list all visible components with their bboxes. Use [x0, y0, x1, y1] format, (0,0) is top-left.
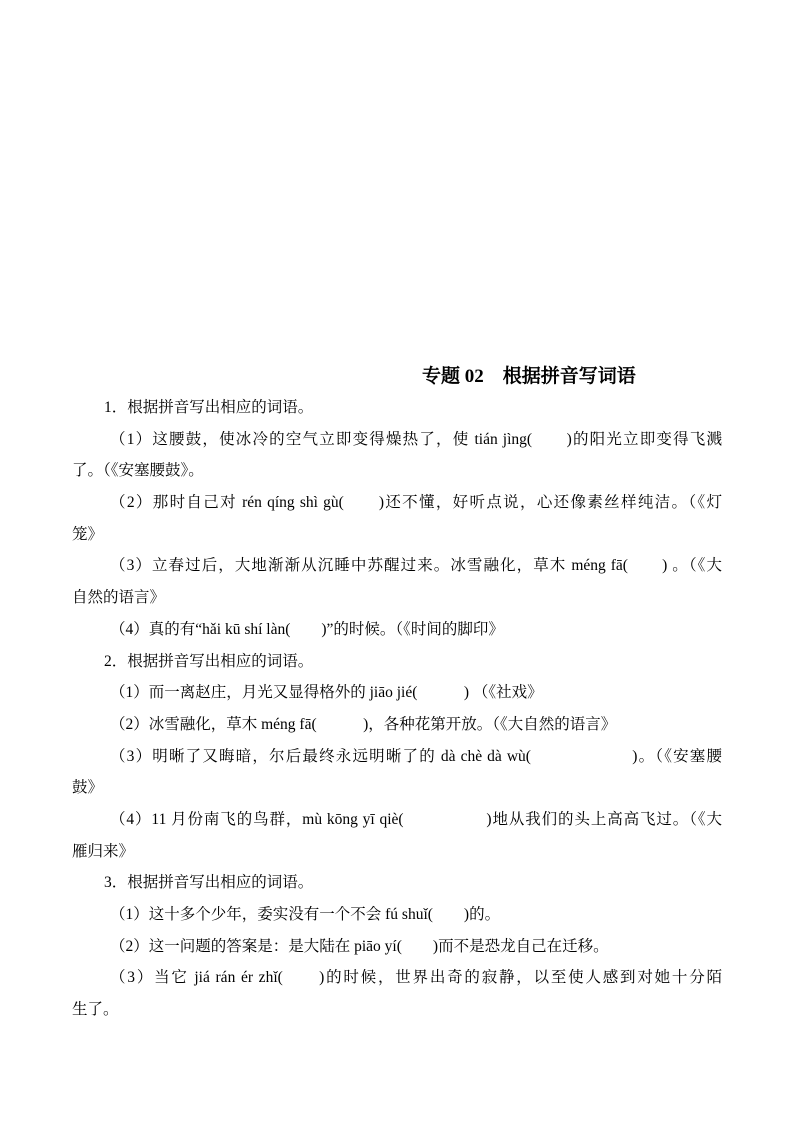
sub-question-line-continued: 笼》 [72, 525, 104, 543]
sub-question-2-1 [72, 677, 722, 709]
sub-question-line-continued: 了。（《安塞腰鼓》。 [72, 462, 204, 480]
sub-question-1-3 [72, 550, 722, 613]
question-heading: 1．根据拼音写出相应的词语。 [104, 399, 314, 416]
sub-question-line: （2）那时自己对 rén qíng shì gù( )还不懂，好听点说，心还像素丝样纯洁。（《灯 [110, 494, 722, 512]
question-3 [72, 867, 722, 1025]
sub-question-line: （1）这腰鼓，使冰冷的空气立即变得燥热了，使 tián jìng( )的阳光立即变得飞溅 [110, 430, 722, 448]
sub-question-line-continued: 生了。 [72, 1001, 119, 1019]
sub-question-line: （4）11 月份南飞的鸟群，mù kōng yī qiè( )地从我们的头上高高飞过。（《大 [110, 810, 722, 828]
sub-question-line-continued: 雁归来》 [72, 842, 135, 860]
sub-question-3-3 [72, 962, 722, 1025]
question-1 [72, 392, 722, 646]
sub-question-line-continued: 鼓》 [72, 779, 104, 797]
sub-question-2-3 [72, 741, 722, 804]
question-heading: 2．根据拼音写出相应的词语。 [104, 652, 314, 670]
sub-question-line: （2）这一问题的答案是：是大陆在 piāo yí( )而不是恐龙自己在迁移。 [110, 937, 609, 955]
sub-question-line: （3）明晰了又晦暗，尔后最终永远明晰了的 dà chè dà wù( )。（《安塞腰 [110, 747, 722, 765]
exercise-body [72, 392, 722, 1026]
sub-question-2-2 [72, 709, 722, 741]
sub-question-1-4 [72, 614, 722, 646]
sub-question-line: （4）真的有“hǎi kū shí làn( )”的时候。（《时间的脚印》 [110, 620, 504, 638]
sub-question-line: （3）立春过后，大地渐渐从沉睡中苏醒过来。冰雪融化，草木 méng fā( ) 。（《大 [110, 557, 722, 575]
sub-question-3-1 [72, 899, 722, 931]
sub-question-line-continued: 自然的语言》 [72, 589, 166, 607]
question-heading: 3．根据拼音写出相应的词语。 [104, 874, 314, 892]
sub-question-1-1 [72, 424, 722, 487]
sub-question-line: （2）冰雪融化，草木 méng fā( )，各种花第开放。（《大自然的语言》 [110, 715, 617, 733]
sub-question-3-2 [72, 931, 722, 963]
sub-question-2-4 [72, 804, 722, 867]
question-2 [72, 646, 722, 868]
sub-question-line: （3）当它 jiá rán ér zhǐ( )的时候，世界出奇的寂静，以至使人感到对她十分陌 [110, 969, 722, 987]
page-title: 专题 02 根据拼音写词语 [422, 366, 636, 387]
sub-question-1-2 [72, 487, 722, 550]
sub-question-line: （1）而一离赵庄，月光又显得格外的 jiāo jié( ) （《社戏》 [110, 684, 543, 702]
sub-question-line: （1）这十多个少年，委实没有一个不会 fú shuǐ( )的。 [110, 906, 501, 923]
